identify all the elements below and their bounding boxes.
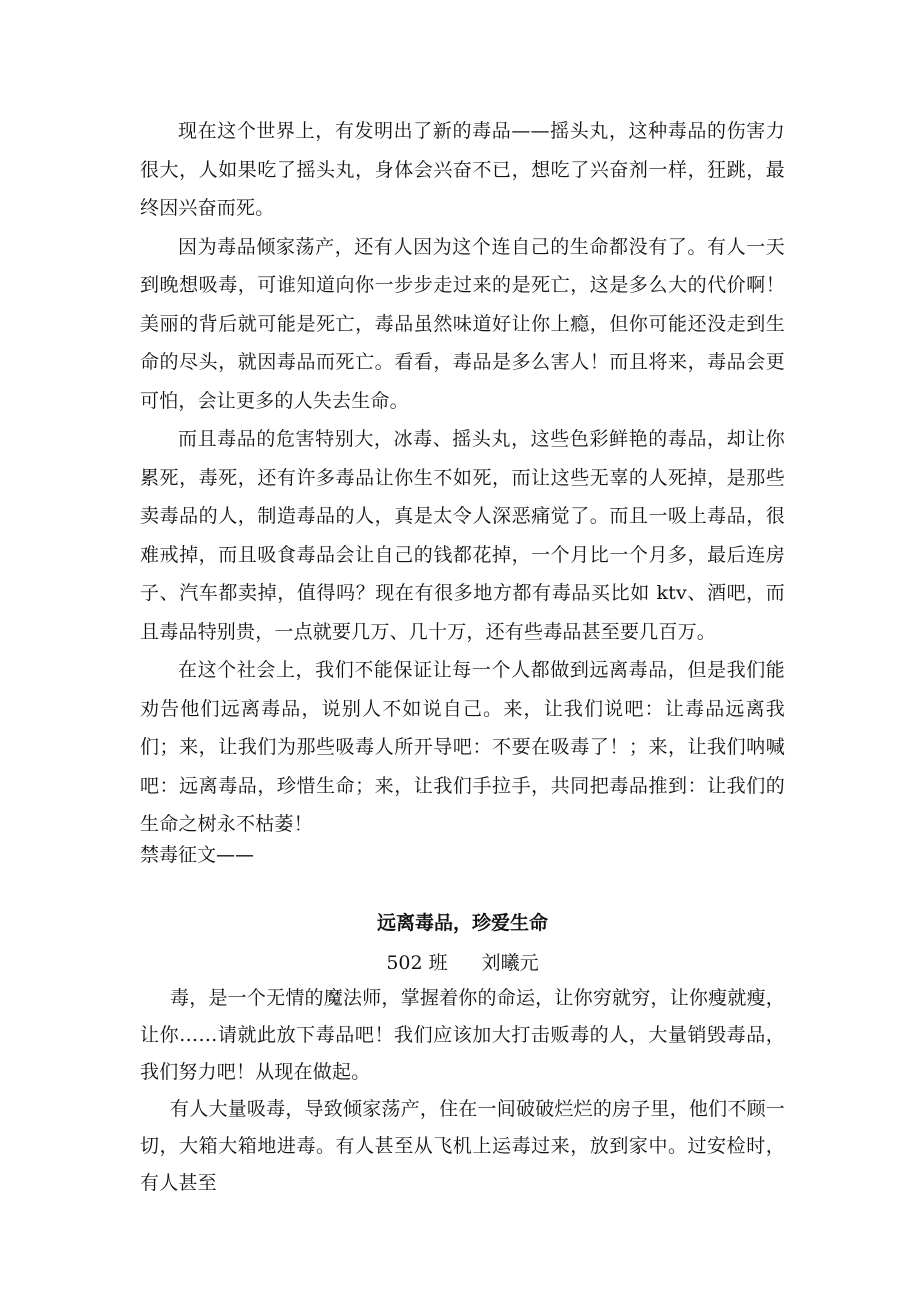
- essay-continuation: [140, 112, 785, 844]
- author-name: 刘曦元: [481, 952, 539, 974]
- byline: [140, 948, 785, 975]
- class-name: 502 班: [386, 952, 448, 974]
- paragraph: 毒，是一个无情的魔法师，掌握着你的命运，让你穷就穷，让你瘦就瘦，让你……请就此放下毒品吧！我们应该加大打击贩毒的人，大量销毁毒品，我们努力吧！从现在做起。: [140, 987, 785, 1083]
- paragraph: 而且毒品的危害特别大，冰毒、摇头丸，这些色彩鲜艳的毒品，却让你累死，毒死，还有许多毒品让你生不如死，而让这些无辜的人死掉，是那些卖毒品的人，制造毒品的人，真是太令人深恶痛觉了。而且一吸上毒品，很难戒掉，而且吸食毒品会让自己的钱都花掉，一个月比一个月多，最后连房子、汽车都卖掉，值得吗？现在有很多地方都有毒品买比如 ktv、酒吧，而且毒品特别贵，一点就要几万、几十万，还有些毒品甚至要几百万。: [140, 428, 785, 643]
- essay-title: 远离毒品，珍爱生命: [376, 912, 548, 934]
- section-label: 禁毒征文——: [140, 844, 255, 866]
- paragraph: 现在这个世界上，有发明出了新的毒品——摇头丸，这种毒品的伤害力很大，人如果吃了摇头丸，身体会兴奋不已，想吃了兴奋剂一样，狂跳，最终因兴奋而死。: [140, 120, 785, 219]
- essay-body: [140, 980, 785, 1202]
- paragraph: 在这个社会上，我们不能保证让每一个人都做到远离毒品，但是我们能劝告他们远离毒品，说别人不如说自己。来，让我们说吧：让毒品远离我们；来，让我们为那些吸毒人所开导吧：不要在吸毒了！；来，让我们呐喊吧：远离毒品，珍惜生命；来，让我们手拉手，共同把毒品推到：让我们的生命之树永不枯萎！: [140, 659, 785, 835]
- paragraph: 因为毒品倾家荡产，还有人因为这个连自己的生命都没有了。有人一天到晚想吸毒，可谁知道向你一步步走过来的是死亡，这是多么大的代价啊！美丽的背后就可能是死亡，毒品虽然味道好让你上瘾，但你可能还没走到生命的尽头，就因毒品而死亡。看看，毒品是多么害人！而且将来，毒品会更可怕，会让更多的人失去生命。: [140, 235, 785, 412]
- paragraph: 有人大量吸毒，导致倾家荡产，住在一间破破烂烂的房子里，他们不顾一切，大箱大箱地进毒。有人甚至从飞机上运毒过来，放到家中。过安检时，有人甚至: [140, 1098, 785, 1194]
